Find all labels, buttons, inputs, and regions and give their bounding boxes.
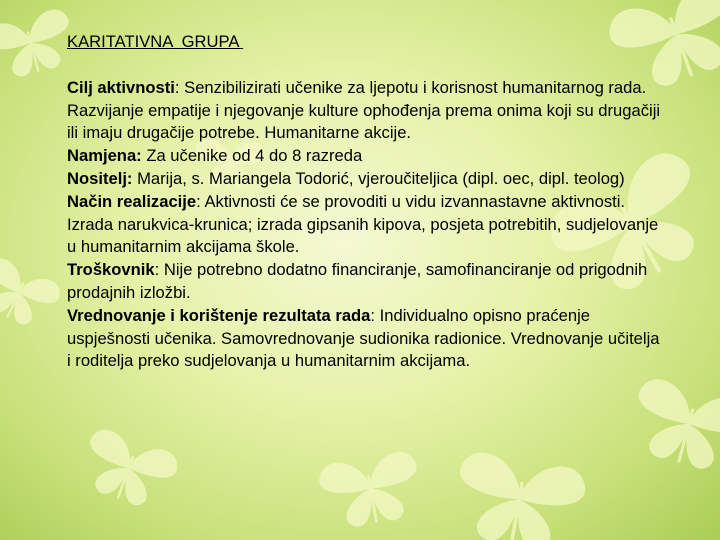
section-nacin-realizacije [67, 191, 667, 259]
section-separator: : [196, 191, 205, 211]
section-cilj-aktivnosti [67, 77, 667, 145]
section-label: Nositelj: [67, 168, 133, 188]
section-label: Namjena: [67, 146, 142, 166]
section-separator: : [154, 260, 164, 280]
section-label: Način realizacije [67, 191, 197, 211]
section-text: Senzibilizirati učenike za ljepotu i korisnost humanitarnog rada. Razvijanje empatije i njegovanje kulture ophođenja prema onima koji su drugačiji ili imaju drugačije potrebe. Humanitarne akcije. [67, 77, 661, 143]
section-text: Marija, s. Mariangela Todorić, vjeroučiteljica (dipl. oec, dipl. teolog) [137, 168, 625, 188]
section-label: Vrednovanje i korištenje rezultata rada [67, 305, 371, 325]
section-namjena [67, 145, 667, 168]
section-vrednovanje [67, 305, 667, 373]
section-text: Aktivnosti će se provoditi u vidu izvannastavne aktivnosti. Izrada narukvica-krunica; izrada gipsanih kipova, posjeta potrebitih, sudjelovanje u humanitarnim akcijama škole. [67, 191, 659, 257]
butterfly-icon [624, 375, 720, 478]
section-label: Cilj aktivnosti [67, 77, 175, 97]
section-text: Individualno opisno praćenje uspješnosti učenika. Samovrednovanje sudionika radionice. Vrednovanje učitelja i roditelja preko sudjelovanja u humanitarnim akcijama. [67, 305, 660, 371]
section-separator: : [174, 77, 185, 97]
section-label: Troškovnik [67, 260, 155, 280]
content-block [67, 31, 667, 373]
butterfly-icon [75, 425, 182, 515]
slide-title: KARITATIVNA GRUPA [67, 32, 244, 51]
section-text: Nije potrebno dodatno financiranje, samofinanciranje od prigodnih prodajnih izložbi. [67, 260, 648, 302]
section-text: Za učenike od 4 do 8 razreda [146, 146, 363, 166]
section-troskovnik [67, 259, 667, 305]
section-separator: : [370, 305, 380, 325]
section-nositelj [67, 168, 667, 191]
butterfly-icon [0, 254, 64, 334]
butterfly-icon [449, 449, 589, 540]
butterfly-icon [317, 449, 426, 532]
